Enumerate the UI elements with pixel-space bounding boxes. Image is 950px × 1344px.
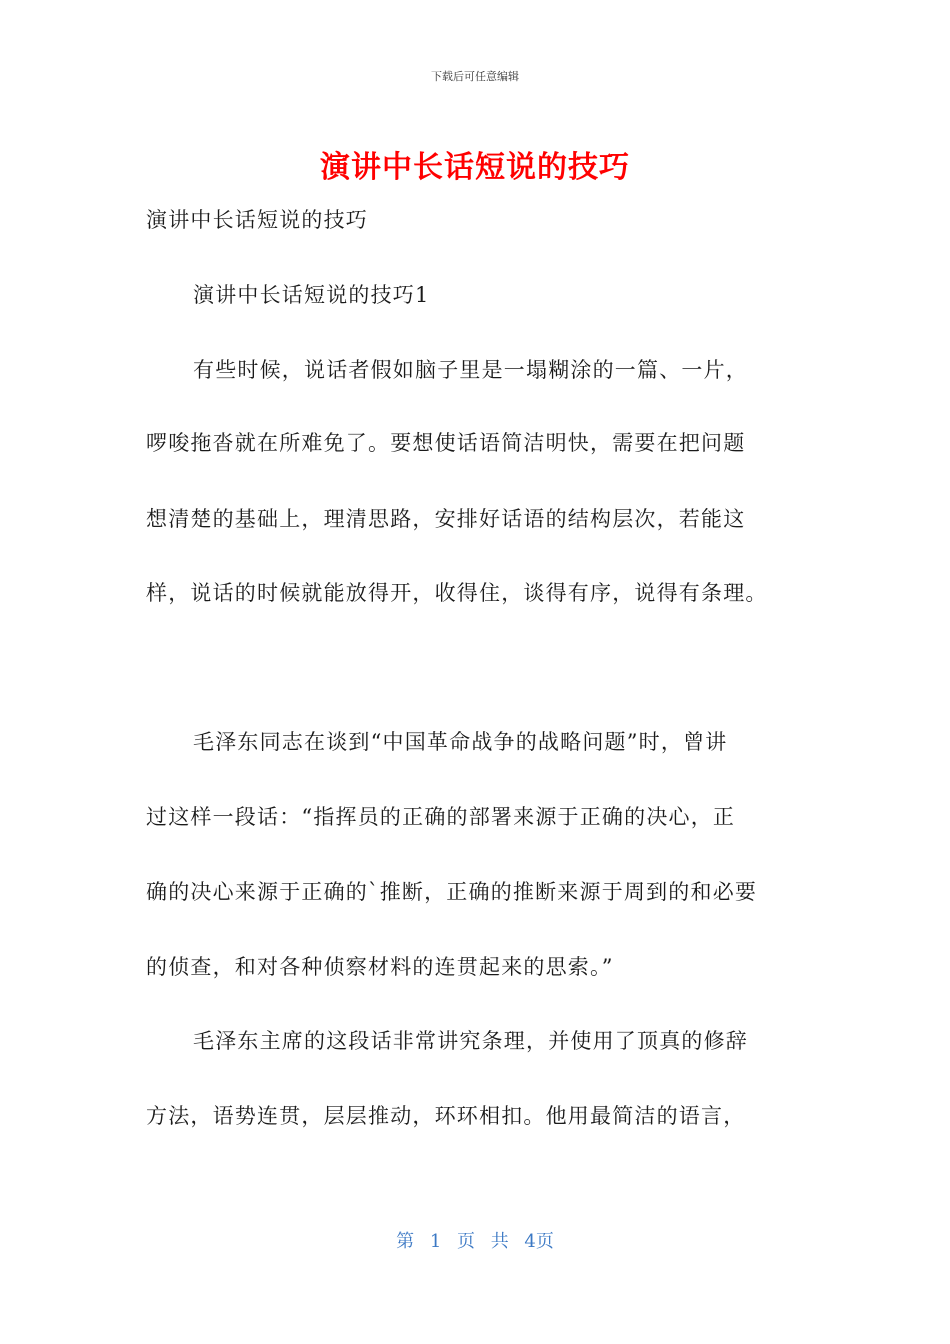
- paragraph-line: 毛泽东同志在谈到“中国革命战争的战略问题”时，曾讲: [193, 730, 728, 754]
- header-note: 下载后可任意编辑: [431, 70, 519, 83]
- paragraph-line: 想清楚的基础上，理清思路，安排好话语的结构层次，若能这: [146, 507, 746, 531]
- page-number-footer: 第 1 页 共 4页: [396, 1231, 554, 1252]
- paragraph-line: 有些时候，说话者假如脑子里是一塌糊涂的一篇、一片，: [193, 358, 748, 382]
- paragraph-line: 啰唆拖沓就在所难免了。要想使话语简洁明快，需要在把问题: [146, 431, 746, 455]
- paragraph-line: 样，说话的时候就能放得开，收得住，谈得有序，说得有条理。: [146, 581, 768, 605]
- section-heading: 演讲中长话短说的技巧1: [193, 283, 430, 307]
- paragraph-line: 的侦查，和对各种侦察材料的连贯起来的思索。”: [146, 955, 614, 979]
- paragraph-line: 确的决心来源于正确的`推断，正确的推断来源于周到的和必要: [146, 880, 758, 904]
- subtitle-line: 演讲中长话短说的技巧: [146, 208, 368, 232]
- paragraph-line: 毛泽东主席的这段话非常讲究条理，并使用了顶真的修辞: [193, 1029, 748, 1053]
- paragraph-line: 方法，语势连贯，层层推动，环环相扣。他用最简洁的语言，: [146, 1104, 746, 1128]
- paragraph-line: 过这样一段话：“指挥员的正确的部署来源于正确的决心，正: [146, 805, 736, 829]
- document-title: 演讲中长话短说的技巧: [320, 150, 630, 185]
